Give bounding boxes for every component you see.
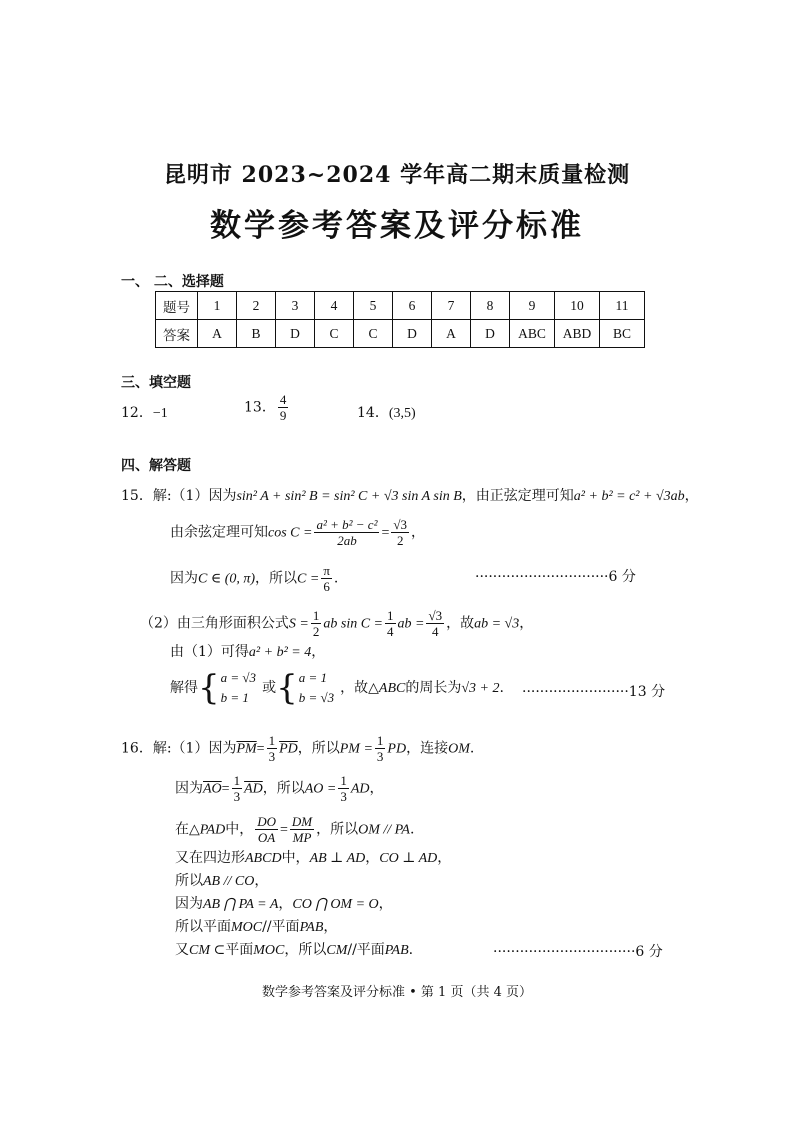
equation: a = √3: [220, 670, 257, 685]
text: ，所以: [284, 942, 327, 958]
text: //平面: [347, 942, 385, 958]
math: CM: [326, 943, 348, 958]
fraction: [338, 773, 349, 804]
table-cell: A: [432, 320, 471, 348]
text: 由（1）可得: [170, 644, 249, 660]
table-cell: BC: [600, 320, 645, 348]
text: 因为: [175, 780, 203, 797]
text: ，所以: [262, 780, 305, 797]
text: ，连接: [406, 740, 449, 757]
numerator: a² + b² − c²: [316, 517, 378, 532]
math: C ∈ (0, π): [198, 571, 256, 587]
q15-line-2: [170, 517, 425, 548]
math: CO ⋂ OM = O: [292, 897, 379, 912]
text: .: [469, 740, 475, 757]
text: 又在四边形: [175, 850, 245, 866]
q15-line-3: [170, 563, 338, 594]
text: 中，: [225, 821, 254, 838]
text: 的周长为: [405, 680, 462, 696]
table-header-cell: 题号: [156, 292, 198, 320]
table-cell: C: [315, 320, 354, 348]
math: ab = √3: [474, 616, 520, 632]
text: 由余弦定理可知: [170, 524, 268, 541]
fraction: [267, 733, 278, 764]
table-cell: C: [354, 320, 393, 348]
denominator: 6: [323, 579, 330, 594]
text: 又: [175, 942, 189, 958]
table-cell: 7: [432, 292, 471, 320]
page-footer: 数学参考答案及评分标准 • 第 1 页（共 4 页）: [261, 985, 532, 1000]
brace-glyph: {: [276, 668, 298, 708]
math: =: [256, 741, 265, 757]
fraction: [232, 773, 243, 804]
q16-line-8: [175, 940, 413, 961]
text: .: [499, 680, 504, 696]
denominator: 3: [233, 789, 241, 804]
math: AD: [350, 781, 370, 797]
text: 因为: [170, 570, 198, 587]
denominator: 2: [312, 624, 320, 639]
answer-q12: [121, 403, 168, 424]
numerator: 1: [376, 733, 384, 748]
q15-line-5: [170, 642, 325, 663]
text: ，: [254, 873, 269, 889]
text: //平面: [262, 919, 300, 935]
vector: $\overline{PM}$: [236, 741, 257, 757]
table-header-cell: 答案: [156, 320, 198, 348]
equation-system: [221, 668, 256, 708]
q16-line-6: [175, 894, 393, 915]
denominator: 2ab: [337, 533, 357, 548]
equation: b = 1: [220, 690, 249, 705]
vector: $\overline{PD}$: [279, 741, 298, 757]
math: AO =: [304, 781, 337, 797]
table-cell: A: [198, 320, 237, 348]
text: .: [409, 821, 415, 838]
denominator: 9: [279, 408, 287, 423]
math: ABC: [378, 681, 406, 696]
q16-line-5: [175, 871, 268, 892]
section-fill-heading: 三、填空题: [121, 375, 191, 391]
text: ，: [311, 644, 326, 660]
question-number: 12．: [121, 405, 153, 421]
text: 中，: [281, 850, 310, 866]
answer-q13: [244, 392, 290, 423]
text: ，: [323, 919, 338, 935]
math: ab sin C =: [323, 616, 383, 632]
denominator: 3: [268, 749, 276, 764]
numerator: 1: [233, 773, 241, 788]
math: sin² A + sin² B = sin² C + √3 sin A sin B: [236, 489, 462, 504]
text: ，故: [446, 615, 475, 632]
q16-line-4: [175, 848, 451, 869]
numerator: 1: [312, 608, 320, 623]
table-cell: ABC: [510, 320, 555, 348]
numerator: DO: [257, 814, 276, 829]
q16-line-2: [175, 773, 384, 804]
text: ，故△: [340, 680, 379, 696]
text: 或: [262, 680, 277, 696]
text: 所以: [175, 873, 203, 889]
table-cell: 5: [354, 292, 393, 320]
math: ab =: [397, 616, 425, 632]
text: 因为: [175, 896, 203, 912]
fraction: [375, 733, 386, 764]
math: CO ⊥ AD: [379, 851, 438, 866]
table-cell: 9: [510, 292, 555, 320]
fraction: [385, 608, 396, 639]
math: AB ⊥ AD: [309, 851, 366, 866]
text: ，由正弦定理可知: [461, 488, 574, 504]
brace-glyph: {: [198, 668, 220, 708]
text: （2）由三角形面积公式: [140, 615, 289, 632]
text: ，: [411, 524, 426, 541]
numerator: 4: [279, 392, 287, 407]
table-row-numbers: [156, 292, 645, 320]
text: ，所以: [316, 821, 359, 838]
text: .: [333, 570, 339, 587]
vector: $\overline{AD}$: [244, 781, 263, 797]
denominator: OA: [257, 830, 276, 845]
text: 所以平面: [175, 919, 231, 935]
table-cell: 8: [471, 292, 510, 320]
fraction: [314, 517, 379, 548]
q16-line-1: [121, 733, 474, 764]
table-cell: 4: [315, 292, 354, 320]
page-title: 数学参考答案及评分标准: [210, 208, 584, 244]
table-cell: ABD: [555, 320, 600, 348]
table-row-answers: [156, 320, 645, 348]
math: CM ⊂: [189, 943, 226, 958]
math: OM // PA: [358, 822, 410, 838]
math: a² + b² = c² + √3ab: [573, 489, 685, 504]
answer-value: −1: [152, 406, 168, 421]
math: MOC: [253, 943, 285, 958]
answer-q14: [357, 403, 416, 424]
math: =: [221, 781, 230, 797]
text: ，: [278, 896, 293, 912]
table-cell: D: [393, 320, 432, 348]
math: =: [381, 525, 390, 541]
denominator: 4: [387, 624, 394, 639]
table-cell: 10: [555, 292, 600, 320]
text: ，: [519, 615, 534, 632]
q15-line-6: [170, 668, 504, 708]
text: ，: [684, 488, 699, 504]
answer-value: (3,5): [388, 406, 416, 421]
math: =: [279, 822, 288, 838]
text: ，: [437, 850, 452, 866]
table-cell: 2: [237, 292, 276, 320]
score-marker: ························13 分: [522, 684, 666, 700]
denominator: 3: [340, 789, 347, 804]
choice-answer-table: [155, 291, 645, 348]
text: ，: [365, 850, 380, 866]
score-marker: ································6 分: [493, 944, 663, 960]
equation-system: [299, 668, 334, 708]
math: PD: [387, 741, 407, 757]
denominator: MP: [292, 830, 312, 845]
text: .: [408, 942, 414, 958]
text: 16．解:（1）因为: [121, 740, 237, 757]
math: AB ⋂ PA = A: [203, 897, 279, 912]
math: a² + b² = 4: [248, 645, 312, 660]
numerator: √3: [428, 608, 443, 623]
text: 平面: [225, 942, 254, 958]
text: 解得: [170, 680, 198, 696]
text: ，所以: [297, 740, 340, 757]
vector: $\overline{AO}$: [203, 781, 222, 797]
table-cell: B: [237, 320, 276, 348]
math: C =: [297, 571, 320, 587]
table-cell: 3: [276, 292, 315, 320]
numerator: √3: [393, 517, 408, 532]
text: ，: [369, 780, 384, 797]
text: 15．解:（1）因为: [121, 488, 237, 504]
numerator: DM: [291, 814, 313, 829]
fraction: [321, 563, 332, 594]
question-number: 13．: [244, 399, 276, 416]
table-cell: 6: [393, 292, 432, 320]
text: 在△: [175, 821, 200, 838]
equation: b = √3: [298, 690, 335, 705]
math: S =: [288, 616, 309, 632]
text: ，: [378, 896, 393, 912]
fraction: [290, 814, 314, 845]
table-cell: 1: [198, 292, 237, 320]
math: AB // CO: [203, 874, 255, 889]
denominator: 4: [432, 624, 439, 639]
math: cos C =: [268, 525, 313, 541]
numerator: π: [323, 563, 330, 578]
math: PM =: [339, 741, 373, 757]
denominator: 2: [396, 533, 404, 548]
math: PAB: [299, 920, 324, 935]
math: ABCD: [245, 851, 282, 866]
math: PAB: [384, 943, 409, 958]
section-choice-heading: 一、 二、选择题: [121, 274, 224, 290]
q15-line-1: [121, 486, 699, 507]
numerator: 1: [268, 733, 276, 748]
fraction: [255, 814, 278, 845]
text: ，所以: [255, 570, 298, 587]
math: √3 + 2: [461, 681, 500, 696]
question-number: 14．: [357, 405, 389, 421]
q15-line-4: [140, 608, 533, 639]
denominator: 3: [376, 749, 384, 764]
fraction: [426, 608, 444, 639]
q16-line-3: [175, 814, 414, 845]
page-subtitle: 昆明市 2023~2024 学年高二期末质量检测: [163, 162, 631, 188]
q16-line-7: [175, 917, 337, 938]
table-cell: 11: [600, 292, 645, 320]
math: OM: [448, 741, 470, 757]
equation: a = 1: [298, 670, 327, 685]
math: MOC: [231, 920, 263, 935]
fraction: [278, 392, 289, 423]
fraction: [391, 517, 409, 548]
table-cell: D: [471, 320, 510, 348]
fraction: [311, 608, 322, 639]
score-marker: ······························6 分: [475, 569, 636, 585]
numerator: 1: [387, 608, 394, 623]
math: PAD: [199, 822, 226, 838]
section-solution-heading: 四、解答题: [121, 458, 191, 474]
table-cell: D: [276, 320, 315, 348]
numerator: 1: [340, 773, 347, 788]
